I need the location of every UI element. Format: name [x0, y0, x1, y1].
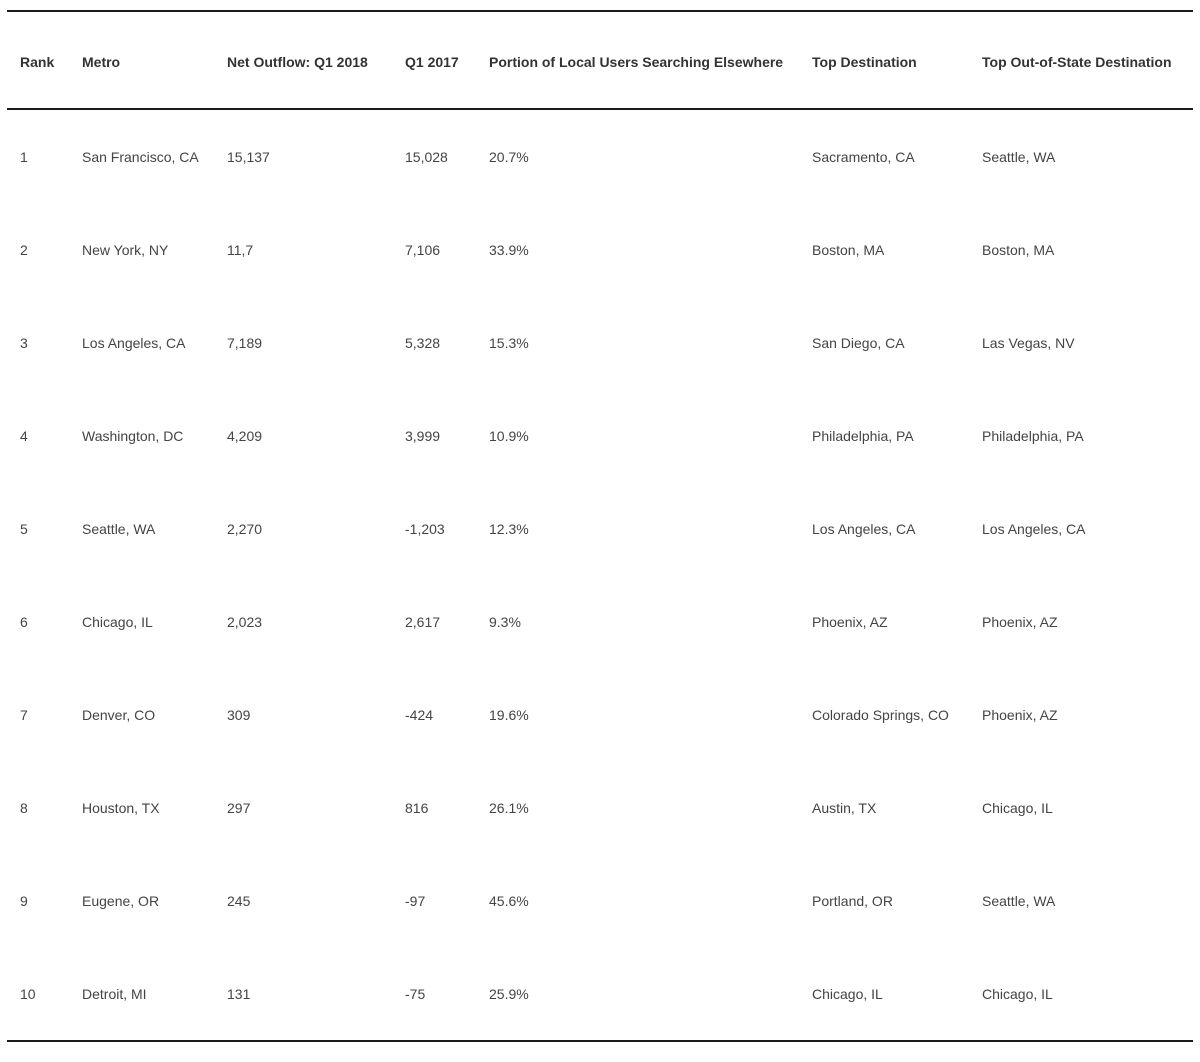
metro-outflow-table	[7, 10, 1193, 1042]
cell-metro: Chicago, IL	[82, 614, 153, 630]
cell-top-out-of-state: Seattle, WA	[982, 893, 1056, 909]
table-bottom-rule	[7, 1040, 1193, 1042]
cell-top-destination: Boston, MA	[812, 242, 885, 258]
cell-top-out-of-state: Chicago, IL	[982, 800, 1053, 816]
cell-top-destination: Sacramento, CA	[812, 149, 915, 165]
header-top-out-of-state-destination: Top Out-of-State Destination	[982, 54, 1172, 70]
table-row	[7, 668, 1193, 761]
cell-metro: Eugene, OR	[82, 893, 160, 909]
cell-rank: 4	[20, 428, 28, 444]
table-row	[7, 110, 1193, 203]
header-net-outflow-q1-2018: Net Outflow: Q1 2018	[227, 54, 368, 70]
cell-q1-2017: 816	[405, 800, 429, 816]
table-row	[7, 575, 1193, 668]
cell-net-outflow-2018: 309	[227, 707, 251, 723]
cell-q1-2017: -424	[405, 707, 434, 723]
cell-metro: Seattle, WA	[82, 521, 156, 537]
cell-metro: Los Angeles, CA	[82, 335, 186, 351]
cell-top-out-of-state: Las Vegas, NV	[982, 335, 1075, 351]
cell-q1-2017: 7,106	[405, 242, 441, 258]
cell-portion: 33.9%	[489, 242, 529, 258]
cell-portion: 12.3%	[489, 521, 529, 537]
cell-top-destination: Portland, OR	[812, 893, 893, 909]
cell-q1-2017: 15,028	[405, 149, 448, 165]
cell-top-destination: Colorado Springs, CO	[812, 707, 949, 723]
cell-top-out-of-state: Phoenix, AZ	[982, 707, 1058, 723]
header-metro: Metro	[82, 54, 121, 70]
cell-top-out-of-state: Boston, MA	[982, 242, 1055, 258]
cell-metro: Washington, DC	[82, 428, 184, 444]
cell-top-destination: Phoenix, AZ	[812, 614, 888, 630]
cell-q1-2017: 5,328	[405, 335, 441, 351]
cell-rank: 7	[20, 707, 28, 723]
cell-net-outflow-2018: 11,7	[227, 242, 254, 258]
cell-net-outflow-2018: 7,189	[227, 335, 263, 351]
cell-portion: 15.3%	[489, 335, 529, 351]
cell-q1-2017: -1,203	[405, 521, 445, 537]
cell-top-destination: Austin, TX	[812, 800, 877, 816]
cell-net-outflow-2018: 4,209	[227, 428, 263, 444]
header-top-destination: Top Destination	[812, 54, 917, 70]
table-row	[7, 296, 1193, 389]
cell-q1-2017: -97	[405, 893, 426, 909]
cell-metro: Houston, TX	[82, 800, 160, 816]
header-rank: Rank	[20, 54, 55, 70]
cell-portion: 19.6%	[489, 707, 529, 723]
cell-rank: 8	[20, 800, 28, 816]
cell-top-out-of-state: Los Angeles, CA	[982, 521, 1086, 537]
cell-portion: 25.9%	[489, 986, 529, 1002]
cell-top-out-of-state: Seattle, WA	[982, 149, 1056, 165]
cell-net-outflow-2018: 245	[227, 893, 251, 909]
cell-top-out-of-state: Phoenix, AZ	[982, 614, 1058, 630]
cell-q1-2017: 3,999	[405, 428, 441, 444]
cell-portion: 9.3%	[489, 614, 521, 630]
cell-top-destination: Los Angeles, CA	[812, 521, 916, 537]
cell-rank: 10	[20, 986, 36, 1002]
cell-metro: New York, NY	[82, 242, 169, 258]
header-q1-2017: Q1 2017	[405, 54, 459, 70]
cell-rank: 6	[20, 614, 28, 630]
cell-net-outflow-2018: 297	[227, 800, 251, 816]
cell-net-outflow-2018: 131	[227, 986, 251, 1002]
header-portion-searching-elsewhere: Portion of Local Users Searching Elsewhere	[489, 54, 784, 70]
table-row	[7, 761, 1193, 854]
cell-top-out-of-state: Chicago, IL	[982, 986, 1053, 1002]
cell-metro: Detroit, MI	[82, 986, 147, 1002]
cell-net-outflow-2018: 2,023	[227, 614, 263, 630]
cell-top-destination: Philadelphia, PA	[812, 428, 914, 444]
table-header-row	[7, 12, 1193, 108]
cell-metro: Denver, CO	[82, 707, 156, 723]
cell-q1-2017: -75	[405, 986, 426, 1002]
table-row	[7, 947, 1193, 1040]
cell-rank: 2	[20, 242, 28, 258]
cell-top-out-of-state: Philadelphia, PA	[982, 428, 1084, 444]
cell-portion: 10.9%	[489, 428, 529, 444]
table-row	[7, 854, 1193, 947]
cell-rank: 5	[20, 521, 28, 537]
cell-portion: 45.6%	[489, 893, 529, 909]
cell-net-outflow-2018: 2,270	[227, 521, 263, 537]
cell-metro: San Francisco, CA	[82, 149, 199, 165]
table-row	[7, 203, 1193, 296]
table-row	[7, 482, 1193, 575]
cell-rank: 1	[20, 149, 28, 165]
cell-top-destination: San Diego, CA	[812, 335, 905, 351]
cell-rank: 9	[20, 893, 28, 909]
cell-top-destination: Chicago, IL	[812, 986, 883, 1002]
cell-portion: 20.7%	[489, 149, 529, 165]
cell-q1-2017: 2,617	[405, 614, 441, 630]
cell-rank: 3	[20, 335, 28, 351]
cell-net-outflow-2018: 15,137	[227, 149, 270, 165]
cell-portion: 26.1%	[489, 800, 529, 816]
table-body	[7, 110, 1193, 1040]
table-row	[7, 389, 1193, 482]
